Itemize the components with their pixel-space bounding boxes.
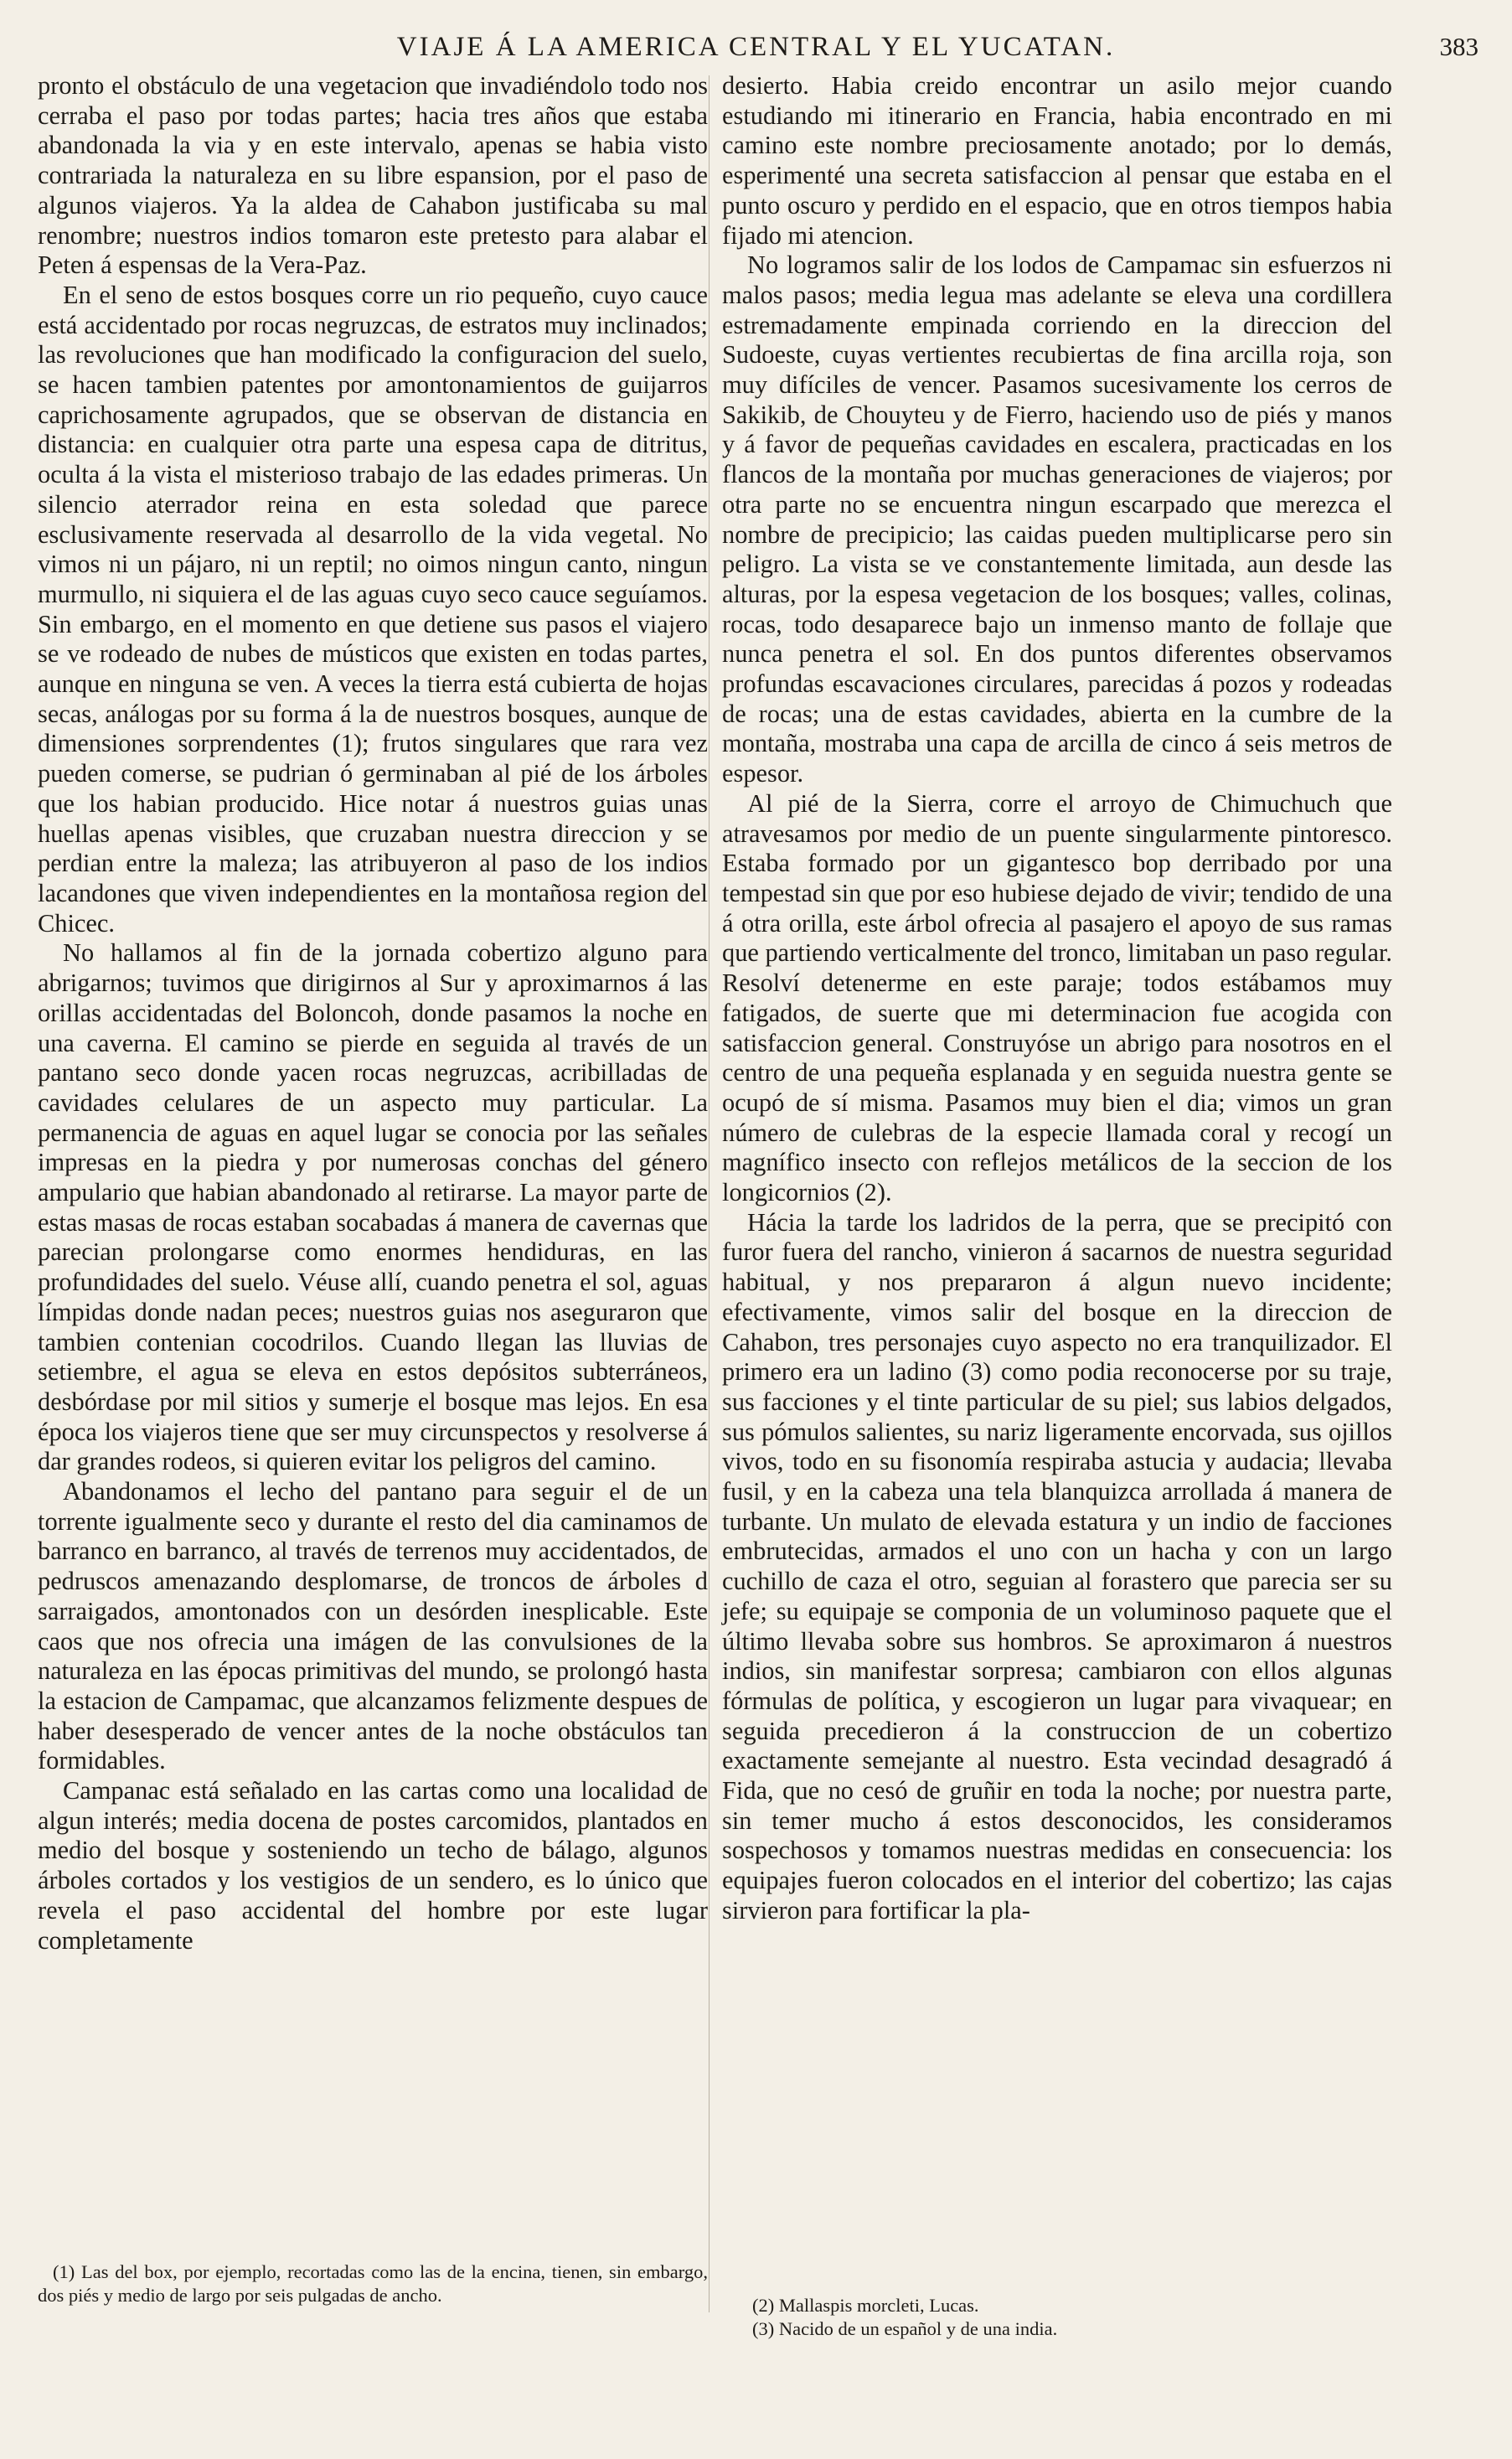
page-number: 383 [1439, 32, 1478, 61]
right-column [722, 71, 1392, 1926]
footnotes-right [752, 2294, 1389, 2341]
paragraph: Hácia la tarde los ladridos de la perra, que se precipitó con furor fuera del rancho, vinieron á sacarnos de nuestra seguridad habitual, y nos prepararon á algun nuevo incidente; efectivamente, vimos salir del bosque en la direccion de Cahabon, tres personajes cuyo aspecto no era tranquilizador. El primero era un ladino (3) como podia reconocerse por su traje, sus facciones y el tinte particular de su piel; sus labios delgados, sus pómulos salientes, su nariz ligeramente encorvada, sus ojillos vivos, todo en su fisonomía respiraba astucia y audacia; llevaba fusil, y en la cabeza una tela blanquizca arrollada á manera de turbante. Un mulato de elevada estatura y un indio de facciones embrutecidas, armados el uno con un hacha y con un largo cuchillo de caza el otro, seguian al forastero que parecia ser su jefe; su equipaje se componia de un voluminoso paquete que el último llevaba sobre sus hombros. Se aproximaron á nuestros indios, sin manifestar sorpresa; cambiaron con ellos algunas fórmulas de política, y escogieron un lugar para vivaquear; en seguida precedieron á la construccion de un cobertizo exactamente semejante al nuestro. Esta vecindad desagradó á Fida, que no cesó de gruñir en toda la noche; por nuestra parte, sin temer mucho á estos desconocidos, les consideramos sospechosos y tomamos nuestras medidas en consecuencia: los equipajes fueron colocados en el interior del cobertizo; las cajas sirvieron para fortificar la pla- [722, 1207, 1392, 1924]
running-title: VIAJE Á LA AMERICA CENTRAL Y EL YUCATAN. [396, 32, 1116, 62]
paragraph: desierto. Habia creido encontrar un asilo mejor cuando estudiando mi itinerario en Francia, habia encontrado en mi camino este nombre preciosamente anotado; por lo demás, esperimenté una secreta satisfaccion al pensar que estaba en el punto oscuro y perdido en el espacio, que en otros tiempos habia fijado mi atencion. [722, 71, 1392, 250]
paragraph: No logramos salir de los lodos de Campamac sin esfuerzos ni malos pasos; media legua mas adelante se eleva una cordillera estremadamente empinada corriendo en la direccion del Sudoeste, cuyas vertientes recubiertas de fina arcilla roja, son muy difíciles de vencer. Pasamos sucesivamente los cerros de Sakikib, de Chouyteu y de Fierro, haciendo uso de piés y manos y á favor de pequeñas cavidades en escalera, practicadas en los flancos de la montaña por muchas generaciones de viajeros; por otra parte no se encuentra ningun escarpado que merezca el nombre de precipicio; las caidas pueden multiplicarse pero sin peligro. La vista se ve constantemente limitada, aun desde las alturas, por la espesa vegetacion de los bosques; valles, colinas, rocas, todo desaparece bajo un inmenso manto de follaje que nunca penetra el sol. En dos puntos diferentes observamos profundas escavaciones circulares, parecidas á pozos y rodeadas de rocas; una de estas cavidades, abierta en la cumbre de la montaña, mostraba una capa de arcilla de cinco á seis metros de espesor. [722, 251, 1392, 788]
paragraph: No hallamos al fin de la jornada cobertizo alguno para abrigarnos; tuvimos que dirigirnos al Sur y aproximarnos á las orillas accidentadas del Boloncoh, donde pasamos la noche en una caverna. El camino se pierde en seguida al través de un pantano seco donde yacen rocas negruzcas, acribilladas de cavidades celulares de un aspecto muy particular. La permanencia de aguas en aquel lugar se conocia por las señales impresas en la piedra y por numerosas conchas del género ampulario que habian abandonado al retirarse. La mayor parte de estas masas de rocas estaban socabadas á manera de cavernas que parecian prolongarse como enormes hendiduras, en las profundidades del suelo. Véuse allí, cuando penetra el sol, aguas límpidas donde nadan peces; nuestros guias nos aseguraron que tambien contenian cocodrilos. Cuando llegan las lluvias de setiembre, el agua se eleva en estos depósitos subterráneos, desbórdase por mil sitios y sumerje el bosque mas lejos. En esa época los viajeros tiene que ser muy circunspectos y resolverse á dar grandes rodeos, si quieren evitar los peligros del camino. [38, 938, 708, 1476]
paragraph: Al pié de la Sierra, corre el arroyo de Chimuchuch que atravesamos por medio de un puente singularmente pintoresco. Estaba formado por un gigantesco bop derribado por una tempestad sin que por eso hubiese dejado de vivir; tendido de una á otra orilla, este árbol ofrecia al pasajero el apoyo de sus ramas que partiendo verticalmente del tronco, limitaban un paso regular. Resolví detenerme en este paraje; todos estábamos muy fatigados, de suerte que mi determinacion fue acogida con satisfaccion general. Construyóse un abrigo para nosotros en el centro de una pequeña esplanada y en seguida nuestra gente se ocupó de sí misma. Pasamos muy bien el dia; vimos un gran número de culebras de la especie llamada coral y recogí un magnífico insecto con reflejos metálicos de la seccion de los longicornios (2). [722, 788, 1393, 1207]
paragraph: Campanac está señalado en las cartas como una localidad de algun interés; media docena de postes carcomidos, plantados en medio del bosque y sosteniendo un techo de bálago, algunos árboles cortados y los vestigios de un sendero, es lo único que revela el paso accidental del hombre por este lugar completamente [38, 1776, 708, 1955]
footnote: (2) Mallaspis morcleti, Lucas. [752, 2295, 979, 2316]
footnote: (1) Las del box, por ejemplo, recortadas como las de la encina, tienen, sin embargo, dos piés y medio de largo por seis pulgadas de ancho. [38, 2261, 708, 2306]
running-header [34, 32, 1478, 65]
footnotes-left [38, 2260, 708, 2307]
column-divider [709, 75, 710, 2312]
paragraph: pronto el obstáculo de una vegetacion que invadiéndolo todo nos cerraba el paso por todas partes; hacia tres años que estaba abandonada la via y en este intervalo, apenas se habia visto contrariada la naturaleza en su libre espansion, por el paso de algunos viajeros. Ya la aldea de Cahabon justificaba su mal renombre; nuestros indios tomaron este pretesto para alabar el Peten á espensas de la Vera-Paz. [38, 71, 708, 280]
footnote: (3) Nacido de un español y de una india. [752, 2318, 1058, 2339]
paragraph: Abandonamos el lecho del pantano para seguir el de un torrente igualmente seco y durante el resto del dia caminamos de barranco en barranco, al través de terrenos muy accidentados, de pedruscos amenazando desplomarse, de troncos de árboles d sarraigados, amontonados con un desórden inesplicable. Este caos que nos ofrecia una imágen de las convulsiones de la naturaleza en las épocas primitivas del mundo, se prolongó hasta la estacion de Campamac, que alcanzamos felizmente despues de haber desesperado de vencer antes de la noche obstáculos tan formidables. [38, 1477, 708, 1775]
left-column [38, 71, 708, 1955]
paragraph: En el seno de estos bosques corre un rio pequeño, cuyo cauce está accidentado por rocas negruzcas, de estratos muy inclinados; las revoluciones que han modificado la configuracion del suelo, se hacen tambien patentes por amontonamientos de guijarros caprichosamente agrupados, que se observan de distancia en distancia: en cualquier otra parte una espesa capa de ditritus, oculta á la vista el misterioso trabajo de las edades primeras. Un silencio aterrador reina en esta soledad que parece esclusivamente reservada al desarrollo de la vida vegetal. No vimos ni un pájaro, ni un reptil; no oimos ningun canto, ningun murmullo, ni siquiera el de las aguas cuyo seco cauce seguíamos. Sin embargo, en el momento en que detiene sus pasos el viajero se ve rodeado de nubes de músticos que existen en todas partes, aunque en ninguna se ven. A veces la tierra está cubierta de hojas secas, análogas por su forma á la de nuestros bosques, aunque de dimensiones sorprendentes (1); frutos singulares que rara vez pueden comerse, se pudrian ó germinaban al pié de los árboles que los habian producido. Hice notar á nuestros guias unas huellas apenas visibles, que cruzaban nuestra direccion y se perdian entre la maleza; las atribuyeron al paso de los indios lacandones que viven independientes en la montañosa region del Chicec. [38, 280, 708, 938]
